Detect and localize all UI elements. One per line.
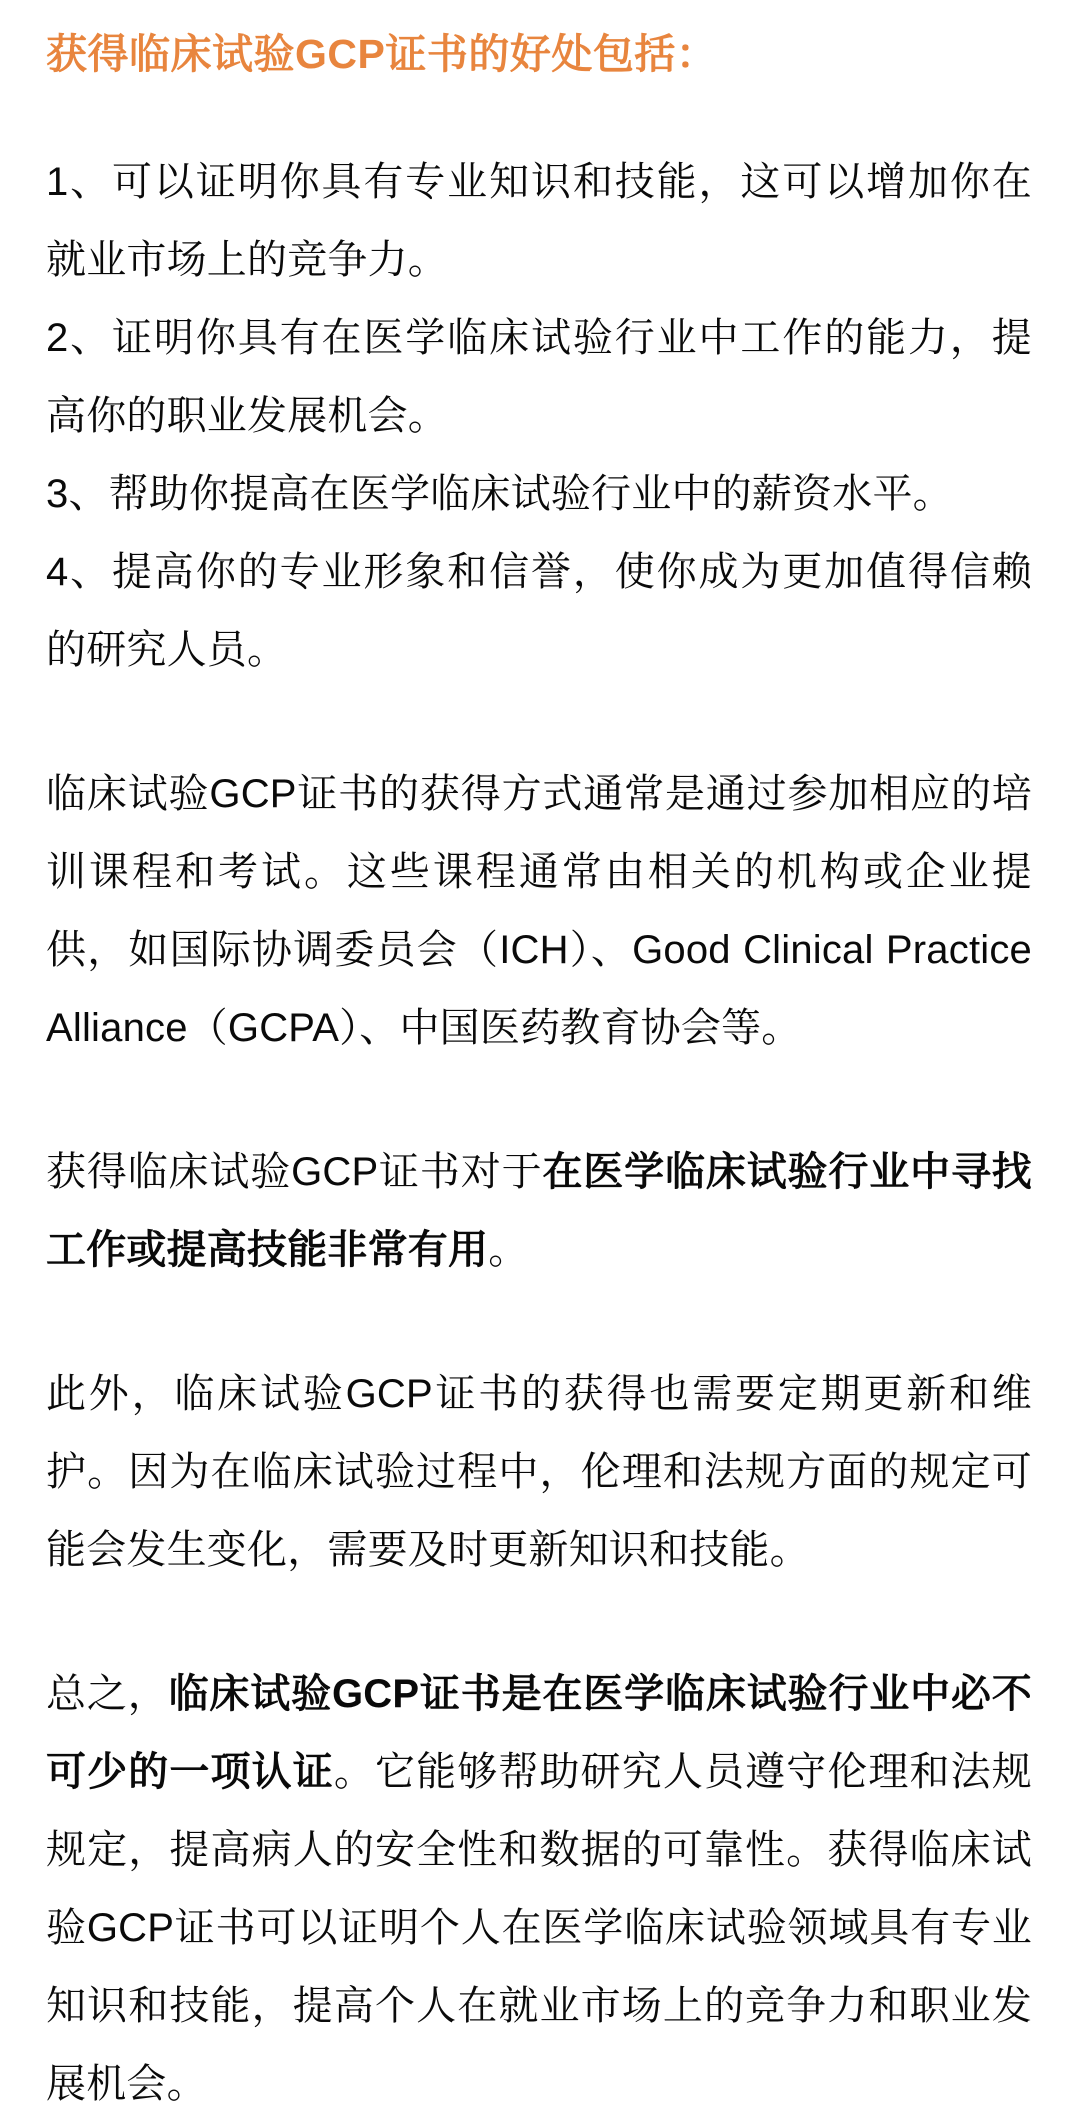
list-item: 4、提高你的专业形象和信誉，使你成为更加值得信赖的研究人员。 bbox=[46, 550, 1032, 673]
benefits-list bbox=[46, 143, 1032, 689]
usefulness-suffix-text: 。 bbox=[488, 1228, 529, 1273]
paragraph-usefulness bbox=[46, 1133, 1032, 1289]
conclusion-suffix-text: 。它能够帮助研究人员遵守伦理和法规规定，提高病人的安全性和数据的可靠性。获得临床试验GCP证书可以证明个人在医学临床试验领域具有专业知识和技能，提高个人在就业市场上的竞争力和职业发展机会。 bbox=[46, 1750, 1032, 2107]
paragraph-spacer bbox=[46, 689, 1032, 755]
paragraph-spacer bbox=[46, 1067, 1032, 1133]
paragraph-spacer bbox=[46, 1589, 1032, 1655]
list-item: 1、可以证明你具有专业知识和技能，这可以增加你在就业市场上的竞争力。 bbox=[46, 160, 1032, 283]
page-title: 获得临床试验GCP证书的好处包括： bbox=[46, 31, 718, 77]
paragraph-conclusion bbox=[46, 1655, 1032, 2123]
usefulness-emphasis-text: 在医学临床试验行业中寻找工作或提高技能非常有用 bbox=[46, 1150, 1032, 1273]
list-item: 3、帮助你提高在医学临床试验行业中的薪资水平。 bbox=[46, 472, 953, 517]
list-item: 2、证明你具有在医学临床试验行业中工作的能力，提高你的职业发展机会。 bbox=[46, 316, 1032, 439]
usefulness-prefix-text: 获得临床试验GCP证书对于 bbox=[46, 1150, 543, 1195]
conclusion-emphasis-text: 临床试验GCP证书是在医学临床试验行业中必不可少的一项认证 bbox=[46, 1672, 1032, 1795]
conclusion-prefix-text: 总之， bbox=[46, 1672, 169, 1717]
paragraph-acquisition: 临床试验GCP证书的获得方式通常是通过参加相应的培训课程和考试。这些课程通常由相关的机构或企业提供，如国际协调委员会（ICH）、Good Clinical Practice Alliance（GCPA）、中国医药教育协会等。 bbox=[46, 772, 1032, 1051]
paragraph-spacer bbox=[46, 1289, 1032, 1355]
paragraph-maintenance: 此外，临床试验GCP证书的获得也需要定期更新和维护。因为在临床试验过程中，伦理和法规方面的规定可能会发生变化，需要及时更新知识和技能。 bbox=[46, 1372, 1032, 1573]
